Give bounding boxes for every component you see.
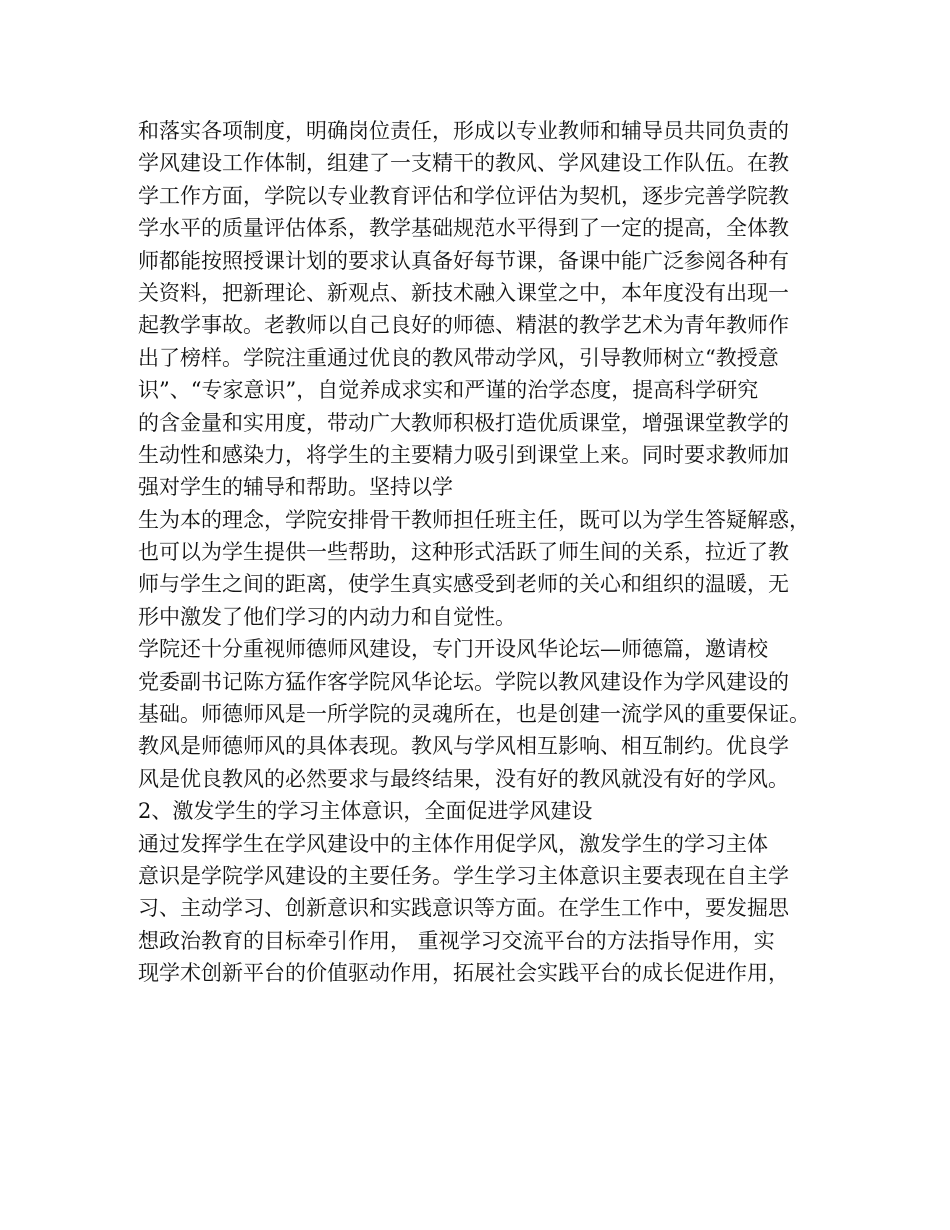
text-line: 学工作方面，学院以专业教育评估和学位评估为契机，逐步完善学院教 xyxy=(138,183,789,208)
text-line: 意识是学院学风建设的主要任务。学生学习主体意识主要表现在自主学 xyxy=(138,863,789,888)
text-line: 形中激发了他们学习的内动力和自觉性。 xyxy=(138,604,516,629)
document-body xyxy=(138,115,818,990)
text-line: 基础。师德师风是一所学院的灵魂所在，也是创建一流学风的重要保证。 xyxy=(138,702,810,727)
text-line: 起教学事故。老教师以自己良好的师德、精湛的教学艺术为青年教师作 xyxy=(138,313,789,338)
text-line: 学水平的质量评估体系，教学基础规范水平得到了一定的提高，全体教 xyxy=(138,216,789,241)
text-line: 生为本的理念，学院安排骨干教师担任班主任，既可以为学生答疑解惑， xyxy=(138,507,810,532)
text-line: 的含金量和实用度，带动广大教师积极打造优质课堂，增强课堂教学的 xyxy=(138,410,789,435)
text-line: 党委副书记陈方猛作客学院风华论坛。学院以教风建设作为学风建设的 xyxy=(138,669,789,694)
text-line: 和落实各项制度，明确岗位责任，形成以专业教师和辅导员共同负责的 xyxy=(138,119,789,143)
section-heading: 2、激发学生的学习主体意识，全面促进学风建设 xyxy=(138,799,593,824)
text-line: 识”、“专家意识”，自觉养成求实和严谨的治学态度，提高科学研究 xyxy=(138,378,759,403)
text-line: 师与学生之间的距离，使学生真实感受到老师的关心和组织的温暖，无 xyxy=(138,572,789,597)
text-line: 习、主动学习、创新意识和实践意识等方面。在学生工作中，要发掘思 xyxy=(138,896,789,921)
text-line: 关资料，把新理论、新观点、新技术融入课堂之中，本年度没有出现一 xyxy=(138,280,789,305)
text-line: 师都能按照授课计划的要求认真备好每节课，备课中能广泛参阅各种有 xyxy=(138,248,789,273)
text-line: 学风建设工作体制，组建了一支精干的教风、学风建设工作队伍。在教 xyxy=(138,151,789,176)
text-line: 通过发挥学生在学风建设中的主体作用促学风，激发学生的学习主体 xyxy=(138,831,768,856)
text-line: 教风是师德师风的具体表现。教风与学风相互影响、相互制约。优良学 xyxy=(138,734,789,759)
text-line: 想政治教育的目标牵引作用， 重视学习交流平台的方法指导作用，实 xyxy=(138,928,775,953)
text-line: 学院还十分重视师德师风建设，专门开设风华论坛—师德篇，邀请校 xyxy=(138,637,768,662)
text-line: 也可以为学生提供一些帮助，这种形式活跃了师生间的关系，拉近了教 xyxy=(138,540,789,565)
text-line: 生动性和感染力，将学生的主要精力吸引到课堂上来。同时要求教师加 xyxy=(138,442,789,467)
text-line: 现学术创新平台的价值驱动作用，拓展社会实践平台的成长促进作用， xyxy=(138,961,789,986)
text-line: 出了榜样。学院注重通过优良的教风带动学风，引导教师树立“教授意 xyxy=(138,345,779,370)
text-line: 风是优良教风的必然要求与最终结果，没有好的教风就没有好的学风。 xyxy=(138,766,789,791)
text-line: 强对学生的辅导和帮助。坚持以学 xyxy=(138,475,453,500)
